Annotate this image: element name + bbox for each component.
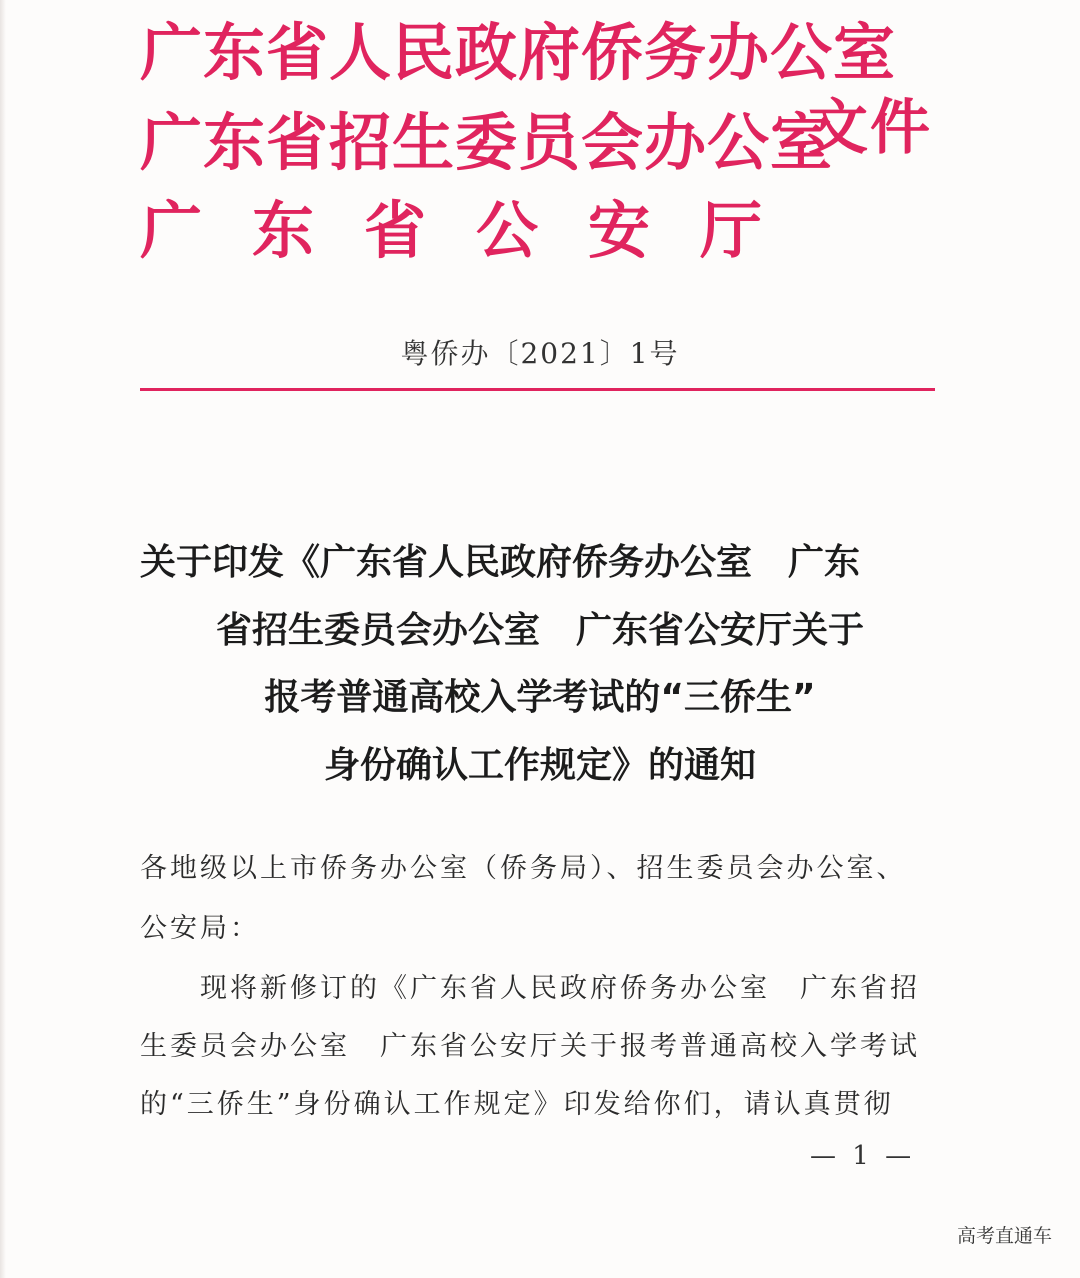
issuer-name-2: 广东省招生委员会办公室 — [140, 106, 834, 179]
title-line-3: 报考普通高校入学考试的“三侨生” — [264, 677, 816, 718]
issuer-name-3: 广东省公安厅 — [140, 194, 813, 267]
source-watermark: 高考直通车 — [956, 1225, 1052, 1247]
red-divider — [140, 388, 935, 391]
title-line-4: 身份确认工作规定》的通知 — [323, 745, 756, 786]
body-paragraph-line-3: 的“三侨生”身份确认工作规定》印发给你们，请认真贯彻 — [140, 1089, 894, 1120]
title-line-1: 关于印发《广东省人民政府侨务办公室 广东 — [140, 542, 861, 583]
page-number: — 1 — — [810, 1141, 916, 1171]
addressee-line-1: 各地级以上市侨务办公室（侨务局）、招生委员会办公室、 — [140, 853, 907, 884]
body-paragraph-line-2: 生委员会办公室 广东省公安厅关于报考普通高校入学考试 — [140, 1031, 920, 1062]
document-type-suffix: 文件 — [808, 93, 932, 163]
addressee-line-2: 公安局： — [140, 913, 260, 944]
title-line-2: 省招生委员会办公室 广东省公安厅关于 — [215, 610, 864, 651]
document-number: 粤侨办〔2021〕1号 — [400, 337, 680, 370]
issuer-name-1: 广东省人民政府侨务办公室 — [140, 16, 897, 89]
body-paragraph-line-1: 现将新修订的《广东省人民政府侨务办公室 广东省招 — [200, 973, 920, 1004]
